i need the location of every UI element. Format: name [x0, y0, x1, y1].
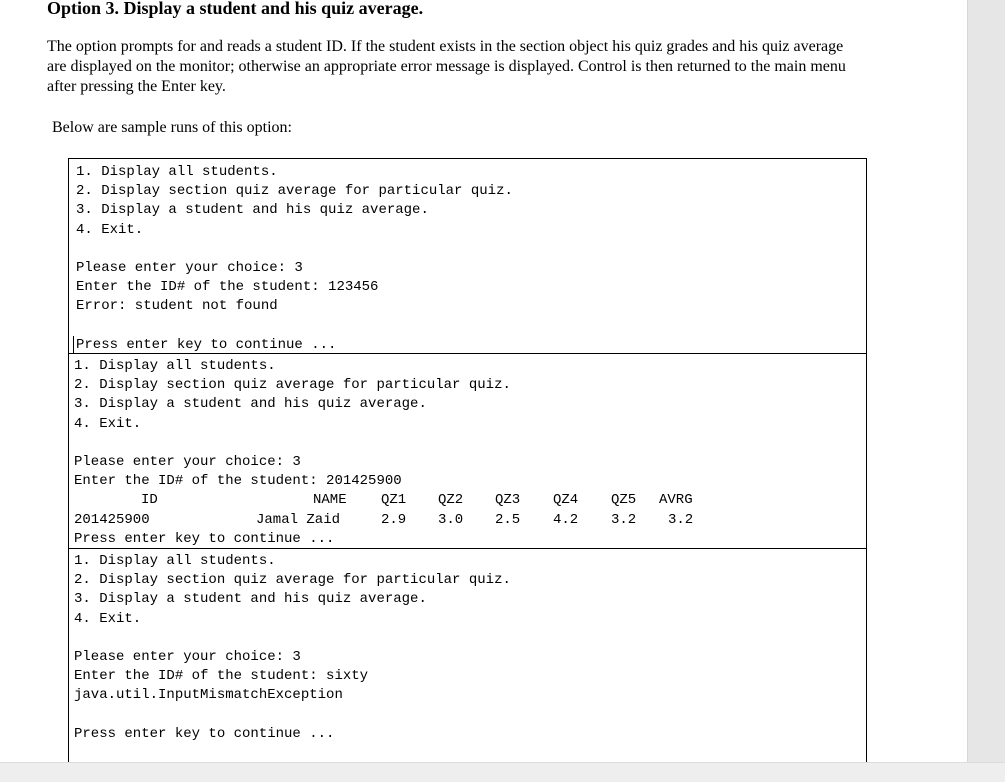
blank-line — [76, 240, 866, 259]
menu-item: 1. Display all students. — [74, 358, 276, 374]
grades-table-header — [74, 491, 866, 510]
header-id: ID — [141, 492, 158, 509]
cell-qz3: 2.5 — [495, 511, 521, 528]
choice-prompt: Please enter your choice: 3 — [76, 259, 303, 276]
header-avrg: AVRG — [659, 492, 693, 509]
grades-table-row — [74, 511, 866, 530]
section-heading: Option 3. Display a student and his quiz average. — [47, 0, 424, 18]
menu-item: 2. Display section quiz average for particular quiz. — [74, 572, 511, 589]
cell-qz5: 3.2 — [611, 511, 637, 528]
menu-item: 2. Display section quiz average for particular quiz. — [74, 377, 511, 394]
error-message: Error: student not found — [76, 298, 278, 315]
blank-line — [74, 434, 866, 453]
paragraph-line: after pressing the Enter key. — [47, 78, 226, 95]
menu-item: 4. Exit. — [74, 415, 142, 432]
paragraph-line: The option prompts for and reads a student ID. If the student exists in the section object his quiz grades and his quiz average — [47, 38, 844, 55]
menu-item: 3. Display a student and his quiz average. — [74, 591, 427, 608]
blank-line — [74, 706, 866, 725]
header-qz2: QZ2 — [438, 492, 464, 509]
menu-item: 3. Display a student and his quiz average. — [74, 396, 427, 413]
id-prompt: Enter the ID# of the student: 201425900 — [74, 473, 402, 490]
cell-qz4: 4.2 — [553, 511, 579, 528]
continue-prompt: Press enter key to continue ... — [73, 336, 866, 355]
sample-run-2 — [68, 353, 867, 549]
choice-prompt: Please enter your choice: 3 — [74, 453, 301, 470]
header-qz4: QZ4 — [553, 492, 579, 509]
cell-qz1: 2.9 — [381, 511, 407, 528]
continue-prompt: Press enter key to continue ... — [74, 530, 335, 547]
header-qz3: QZ3 — [495, 492, 521, 509]
choice-prompt: Please enter your choice: 3 — [74, 648, 301, 665]
menu-item: 1. Display all students. — [76, 164, 278, 180]
header-name: NAME — [313, 492, 347, 509]
sample-runs-intro: Below are sample runs of this option: — [52, 119, 292, 136]
id-prompt: Enter the ID# of the student: sixty — [74, 668, 369, 685]
exception-message: java.util.InputMismatchException — [74, 687, 343, 704]
continue-prompt: Press enter key to continue ... — [74, 725, 335, 742]
blank-line — [76, 317, 866, 336]
id-prompt: Enter the ID# of the student: 123456 — [76, 279, 379, 296]
blank-line — [74, 629, 866, 648]
paragraph-line: are displayed on the monitor; otherwise an appropriate error message is displayed. Control is then returned to the main menu — [47, 58, 846, 75]
menu-item: 1. Display all students. — [74, 553, 276, 569]
bottom-bar — [0, 762, 1005, 782]
cell-id: 201425900 — [74, 511, 150, 528]
header-qz1: QZ1 — [381, 492, 407, 509]
vertical-scrollbar[interactable] — [968, 0, 1005, 762]
menu-item: 4. Exit. — [76, 221, 144, 238]
cell-avrg: 3.2 — [668, 511, 694, 528]
header-qz5: QZ5 — [611, 492, 637, 509]
cell-name: Jamal Zaid — [256, 511, 341, 528]
description-paragraph — [47, 37, 917, 97]
menu-item: 2. Display section quiz average for particular quiz. — [76, 183, 513, 200]
sample-run-1 — [68, 158, 867, 354]
menu-item: 3. Display a student and his quiz average. — [76, 202, 429, 219]
menu-item: 4. Exit. — [74, 610, 142, 627]
cell-qz2: 3.0 — [438, 511, 464, 528]
sample-run-3 — [68, 548, 867, 762]
